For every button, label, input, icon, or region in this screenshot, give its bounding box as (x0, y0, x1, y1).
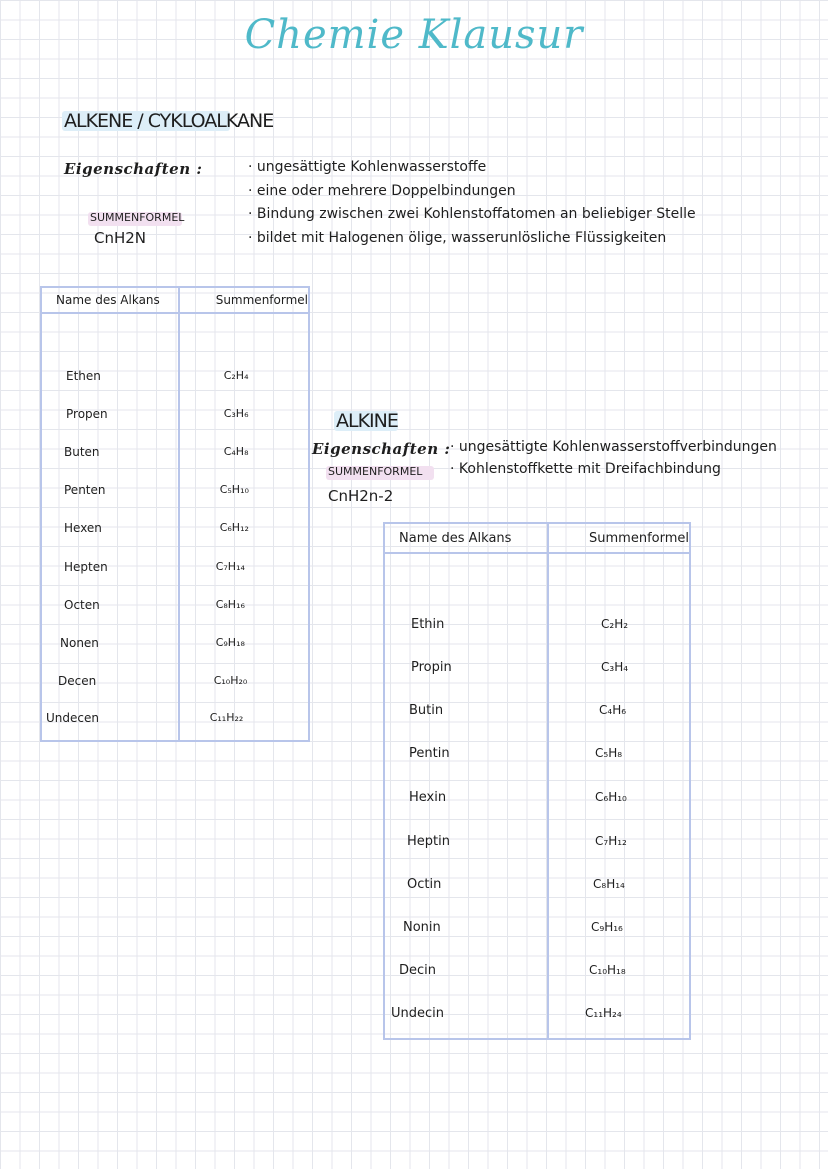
alkine-table (383, 522, 691, 1040)
alkene-table (40, 286, 310, 742)
alkine-formula-cell: C₆H₁₀ (595, 790, 627, 804)
alkene-property: · Bindung zwischen zwei Kohlenstoffatomen an beliebiger Stelle (248, 206, 696, 222)
alkene-name-cell: Propen (66, 407, 108, 421)
alkene-name-cell: Buten (64, 445, 100, 459)
alkene-formula-cell: C₃H₆ (223, 407, 249, 420)
alkine-general-formula: CnH2n-2 (328, 487, 394, 505)
alkine-formula-cell: C₁₀H₁₈ (589, 963, 626, 977)
alkine-property: · ungesättigte Kohlenwasserstoffverbindungen (450, 439, 777, 455)
alkine-formula-column (548, 553, 690, 1039)
alkene-name-cell: Hexen (64, 521, 102, 535)
alkine-properties-list (450, 436, 777, 480)
alkine-summenformel-label: SUMMENFORMEL (328, 465, 423, 478)
alkine-name-cell: Decin (399, 963, 437, 978)
alkine-name-cell: Propin (411, 660, 452, 675)
alkene-properties-list (248, 156, 696, 250)
alkene-formula-cell: C₁₁H₂₂ (209, 711, 244, 724)
alkine-formula-cell: C₁₁H₂₄ (585, 1006, 622, 1020)
alkene-name-cell: Decen (58, 674, 97, 688)
alkene-eigenschaften-label: Eigenschaften : (64, 160, 203, 178)
alkene-general-formula: CnH2N (94, 229, 147, 247)
alkine-name-cell: Ethin (411, 617, 445, 632)
alkene-formula-cell: C₂H₄ (223, 369, 249, 382)
alkene-formula-cell: C₁₀H₂₀ (213, 674, 248, 687)
alkine-name-cell: Pentin (409, 746, 450, 761)
alkine-formula-cell: C₃H₄ (601, 660, 629, 674)
alkine-formula-cell: C₂H₂ (601, 617, 629, 631)
alkine-name-column (384, 553, 548, 1039)
alkine-eigenschaften-label: Eigenschaften : (312, 440, 451, 458)
alkene-formula-cell: C₆H₁₂ (219, 521, 249, 534)
alkene-formula-cell: C₇H₁₄ (215, 560, 245, 573)
alkene-formula-column (179, 313, 309, 741)
alkene-heading: ALKENE / CYKLOALKANE (64, 110, 274, 132)
alkine-formula-cell: C₅H₈ (595, 746, 623, 760)
alkine-name-cell: Hexin (409, 790, 447, 805)
alkine-name-cell: Butin (409, 703, 444, 718)
alkene-name-cell: Undecen (46, 711, 99, 725)
page-title: Chemie Klausur (244, 12, 584, 58)
alkine-heading: ALKINE (336, 410, 398, 432)
alkene-name-cell: Nonen (60, 636, 99, 650)
alkine-formula-cell: C₇H₁₂ (595, 834, 627, 848)
alkene-formula-cell: C₅H₁₀ (219, 483, 249, 496)
alkine-name-cell: Undecin (391, 1006, 445, 1021)
alkine-name-cell: Heptin (407, 834, 450, 849)
alkene-formula-cell: C₉H₁₈ (215, 636, 245, 649)
alkine-formula-cell: C₉H₁₆ (591, 920, 623, 934)
alkene-formula-cell: C₄H₈ (223, 445, 249, 458)
alkine-formula-cell: C₄H₆ (599, 703, 627, 717)
alkene-property: · eine oder mehrere Doppelbindungen (248, 182, 516, 199)
alkine-table-header-formula: Summenformel (548, 523, 690, 553)
alkene-summenformel-label: SUMMENFORMEL (90, 211, 185, 224)
alkene-name-cell: Ethen (66, 369, 101, 383)
alkine-formula-cell: C₈H₁₄ (593, 877, 625, 891)
alkene-name-column (41, 313, 179, 741)
alkine-property: · Kohlenstoffkette mit Dreifachbindung (450, 461, 721, 477)
alkene-name-cell: Octen (64, 598, 100, 612)
alkine-name-cell: Nonin (403, 920, 441, 935)
alkene-property: · ungesättigte Kohlenwasserstoffe (248, 159, 487, 175)
alkine-table-header-name: Name des Alkans (384, 523, 548, 553)
alkene-table-header-name: Name des Alkans (41, 287, 179, 313)
alkene-name-cell: Hepten (64, 560, 108, 574)
alkene-property: · bildet mit Halogenen ölige, wasserunlösliche Flüssigkeiten (248, 229, 667, 246)
alkene-name-cell: Penten (64, 483, 106, 497)
alkene-table-header-formula: Summenformel (179, 287, 309, 313)
alkine-name-cell: Octin (407, 877, 442, 892)
alkene-formula-cell: C₈H₁₆ (215, 598, 245, 611)
